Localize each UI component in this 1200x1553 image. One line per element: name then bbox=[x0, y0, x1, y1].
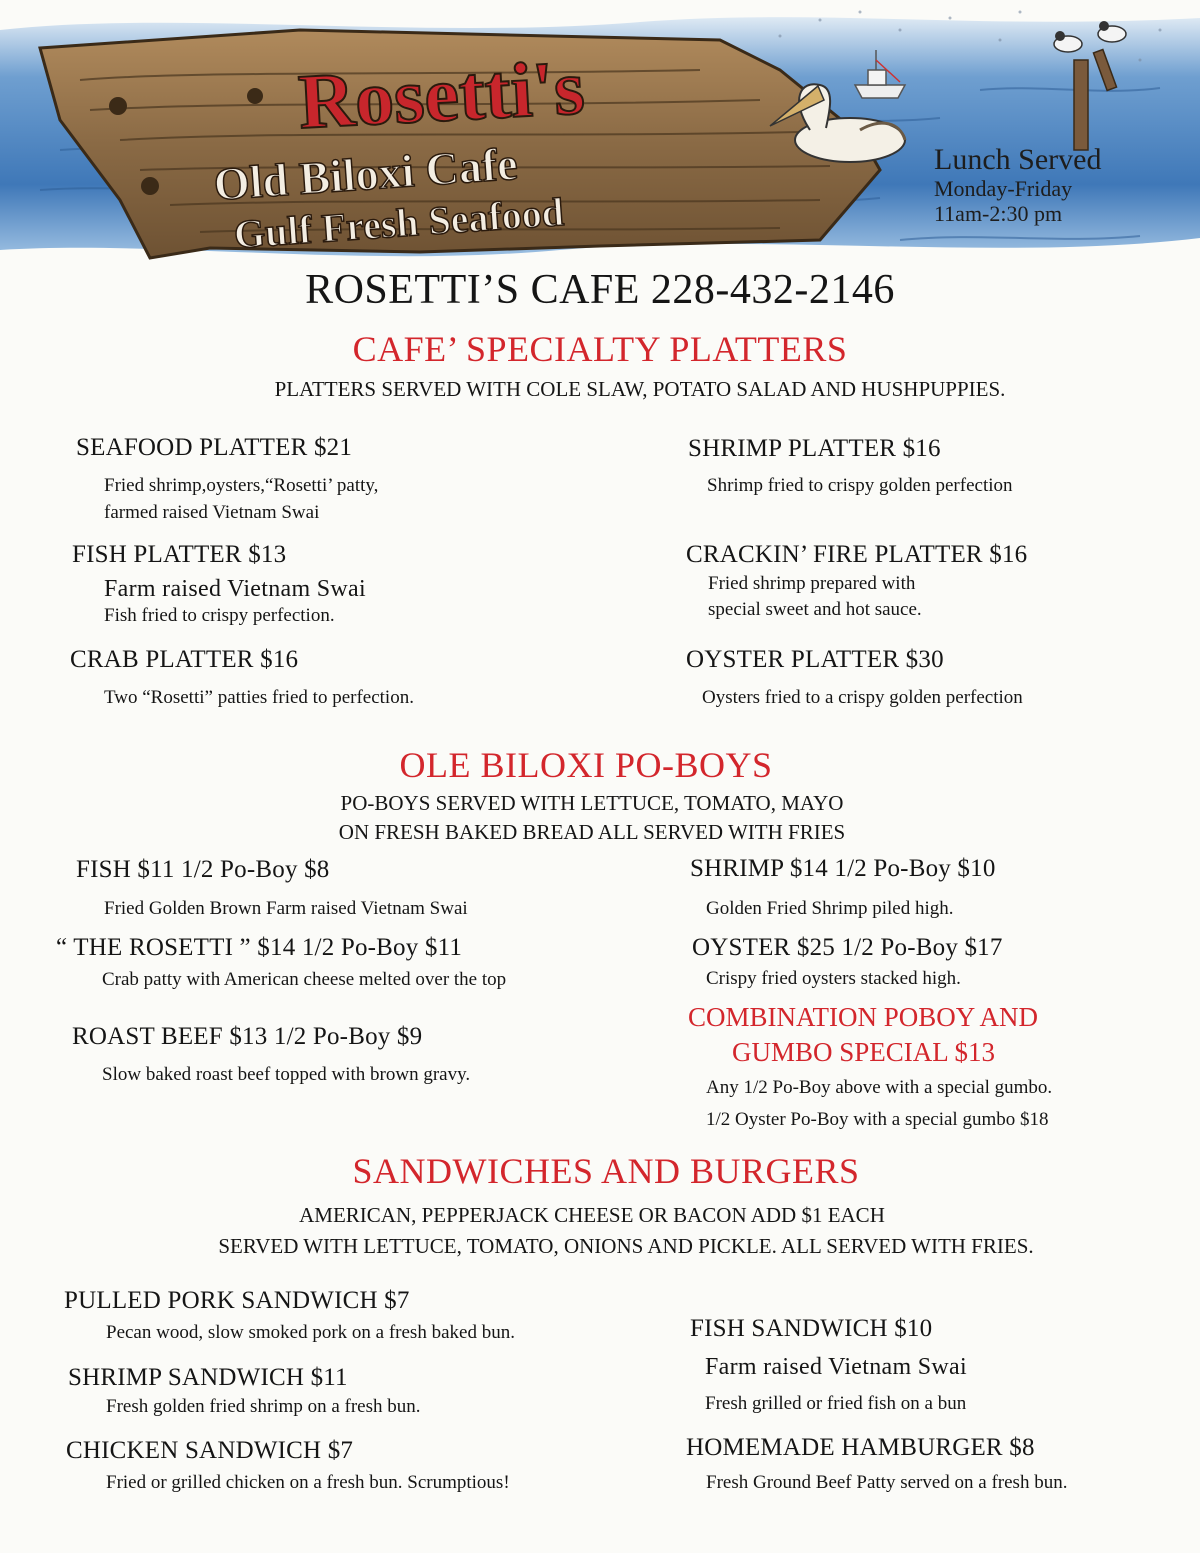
platters-section-title: CAFE’ SPECIALTY PLATTERS bbox=[352, 329, 848, 369]
logo-tagline: Old Biloxi Cafe bbox=[212, 137, 520, 210]
menu-item-title: HOMEMADE HAMBURGER $8 bbox=[686, 1434, 1035, 1461]
banner-illustration bbox=[0, 0, 1200, 270]
menu-item-title: FISH SANDWICH $10 bbox=[690, 1315, 933, 1342]
menu-item-desc: Oysters fried to a crispy golden perfection bbox=[702, 687, 1023, 708]
menu-item-desc: Pecan wood, slow smoked pork on a fresh baked bun. bbox=[106, 1322, 515, 1343]
menu-item-title: SHRIMP SANDWICH $11 bbox=[68, 1364, 348, 1391]
sandwiches-subtitle-2: SERVED WITH LETTUCE, TOMATO, ONIONS AND PICKLE. ALL SERVED WITH FRIES. bbox=[218, 1234, 1034, 1258]
poboys-subtitle-2: ON FRESH BAKED BREAD ALL SERVED WITH FRIES bbox=[338, 820, 846, 844]
menu-item-desc: Two “Rosetti” patties fried to perfection. bbox=[104, 687, 414, 708]
menu-item-title: OYSTER PLATTER $30 bbox=[686, 646, 944, 673]
menu-item-title: CHICKEN SANDWICH $7 bbox=[66, 1437, 354, 1464]
platters-subtitle: PLATTERS SERVED WITH COLE SLAW, POTATO SALAD AND HUSHPUPPIES. bbox=[274, 377, 1006, 401]
menu-item-title: SHRIMP PLATTER $16 bbox=[688, 435, 941, 462]
menu-item-desc: Fried shrimp prepared with bbox=[708, 573, 916, 594]
menu-item-desc: Fish fried to crispy perfection. bbox=[104, 605, 335, 626]
header-banner bbox=[0, 0, 1200, 270]
poboys-section-title: OLE BILOXI PO-BOYS bbox=[399, 745, 773, 785]
menu-item-desc: special sweet and hot sauce. bbox=[708, 599, 922, 620]
combo-special-title-2: GUMBO SPECIAL $13 bbox=[732, 1037, 996, 1067]
menu-item-title: FISH PLATTER $13 bbox=[72, 541, 287, 568]
menu-item-desc: Fresh Ground Beef Patty served on a fresh bun. bbox=[706, 1472, 1068, 1493]
menu-item-desc: Fried Golden Brown Farm raised Vietnam Swai bbox=[104, 898, 468, 919]
menu-item-title: “ THE ROSETTI ” $14 1/2 Po-Boy $11 bbox=[56, 934, 463, 961]
menu-item-desc: Crab patty with American cheese melted over the top bbox=[102, 969, 507, 990]
cafe-name-phone: ROSETTI’S CAFE 228-432-2146 bbox=[305, 267, 895, 313]
menu-item-desc: Fried shrimp,oysters,“Rosetti’ patty, bbox=[104, 475, 379, 496]
logo-subline: Gulf Fresh Seafood bbox=[232, 189, 566, 257]
sandwiches-subtitle-1: AMERICAN, PEPPERJACK CHEESE OR BACON ADD $1 EACH bbox=[299, 1203, 885, 1227]
menu-item-desc: Fresh golden fried shrimp on a fresh bun. bbox=[106, 1396, 421, 1417]
menu-item-desc: farmed raised Vietnam Swai bbox=[104, 502, 320, 523]
combo-special-desc-2: 1/2 Oyster Po-Boy with a special gumbo $18 bbox=[706, 1109, 1049, 1130]
hours-days: Monday-Friday bbox=[934, 176, 1073, 201]
menu-item-title: OYSTER $25 1/2 Po-Boy $17 bbox=[692, 934, 1003, 961]
menu-item-title: CRAB PLATTER $16 bbox=[70, 646, 299, 673]
logo-name: Rosetti's bbox=[296, 43, 587, 145]
hours-title: Lunch Served bbox=[934, 143, 1102, 176]
menu-item-desc: Golden Fried Shrimp piled high. bbox=[706, 898, 954, 919]
menu-item-title: SHRIMP $14 1/2 Po-Boy $10 bbox=[690, 855, 996, 882]
menu-item-desc: Farm raised Vietnam Swai bbox=[705, 1354, 967, 1380]
hours-time: 11am-2:30 pm bbox=[934, 201, 1063, 226]
sandwiches-section-title: SANDWICHES AND BURGERS bbox=[352, 1151, 860, 1191]
poboys-subtitle-1: PO-BOYS SERVED WITH LETTUCE, TOMATO, MAYO bbox=[340, 791, 844, 815]
menu-item-title: FISH $11 1/2 Po-Boy $8 bbox=[76, 856, 330, 883]
combo-special-title-1: COMBINATION POBOY AND bbox=[688, 1002, 1039, 1032]
menu-item-title: CRACKIN’ FIRE PLATTER $16 bbox=[686, 541, 1028, 568]
menu-item-desc: Crispy fried oysters stacked high. bbox=[706, 968, 961, 989]
menu-item-desc: Fried or grilled chicken on a fresh bun. Scrumptious! bbox=[106, 1472, 510, 1493]
combo-special-desc-1: Any 1/2 Po-Boy above with a special gumbo. bbox=[706, 1077, 1053, 1098]
menu-item-desc: Fresh grilled or fried fish on a bun bbox=[705, 1393, 967, 1414]
menu-item-title: SEAFOOD PLATTER $21 bbox=[76, 434, 353, 461]
menu-item-desc: Farm raised Vietnam Swai bbox=[104, 576, 366, 602]
menu-item-desc: Slow baked roast beef topped with brown gravy. bbox=[102, 1064, 471, 1085]
menu-item-desc: Shrimp fried to crispy golden perfection bbox=[707, 475, 1013, 496]
menu-item-title: ROAST BEEF $13 1/2 Po-Boy $9 bbox=[72, 1023, 423, 1050]
menu-item-title: PULLED PORK SANDWICH $7 bbox=[64, 1287, 410, 1314]
